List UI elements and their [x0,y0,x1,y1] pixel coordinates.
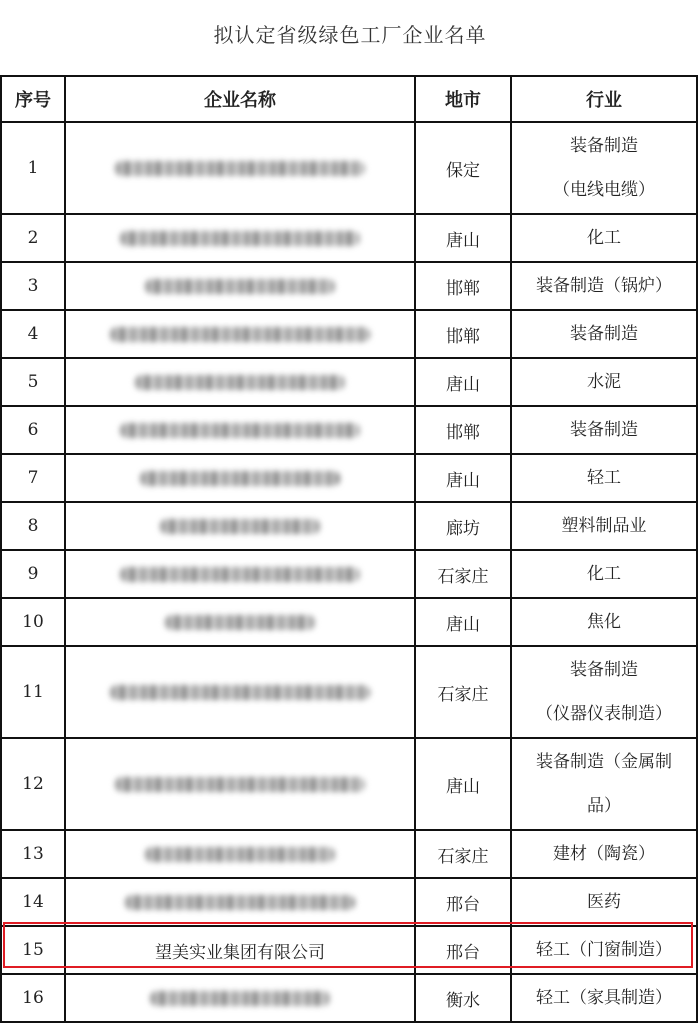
header-company-name: 企业名称 [65,76,415,122]
row-number: 1 [1,122,65,214]
row-number: 16 [1,974,65,1022]
industry [511,878,697,926]
row-number: 12 [1,738,65,830]
industry [511,974,697,1022]
industry [511,310,697,358]
city: 保定 [415,122,511,214]
city: 唐山 [415,598,511,646]
industry-line: 塑料制品业 [561,516,647,536]
row-number: 2 [1,214,65,262]
industry-line: 轻工（家具制造） [536,988,672,1008]
industry-line: 轻工 [587,468,621,488]
city: 石家庄 [415,830,511,878]
company-name-redacted [65,738,415,830]
industry-line: （电线电缆） [553,180,655,200]
table-row [1,646,697,738]
industry-line: 品） [587,796,621,816]
industry-line: 装备制造 [570,420,638,440]
city: 唐山 [415,738,511,830]
company-name-redacted [65,122,415,214]
redacted-name-mosaic [140,471,340,486]
industry-line: 轻工（门窗制造） [536,940,672,960]
row-number: 4 [1,310,65,358]
company-name-redacted [65,550,415,598]
company-name-redacted [65,974,415,1022]
industry-line: 建材（陶瓷） [553,844,655,864]
redacted-name-mosaic [160,519,320,534]
company-name-redacted [65,310,415,358]
table-row [1,406,697,454]
table-row [1,878,697,926]
table-row [1,738,697,830]
redacted-name-mosaic [120,231,360,246]
company-name-redacted [65,214,415,262]
table-row [1,550,697,598]
city: 唐山 [415,214,511,262]
industry [511,926,697,974]
row-number: 11 [1,646,65,738]
industry [511,502,697,550]
row-number: 7 [1,454,65,502]
table-row [1,262,697,310]
industry-line: 化工 [587,228,621,248]
company-name-redacted [65,454,415,502]
industry-line: 装备制造 [570,660,638,680]
company-name: 望美实业集团有限公司 [65,926,415,974]
redacted-name-mosaic [135,375,345,390]
table-row [1,974,697,1022]
redacted-name-mosaic [145,847,335,862]
row-number: 13 [1,830,65,878]
industry [511,830,697,878]
redacted-name-mosaic [120,423,360,438]
redacted-name-mosaic [150,991,330,1006]
industry-line: 焦化 [587,612,621,632]
table-row [1,598,697,646]
company-name-redacted [65,830,415,878]
city: 石家庄 [415,646,511,738]
row-number: 15 [1,926,65,974]
page-title: 拟认定省级绿色工厂企业名单 [213,23,487,47]
row-number: 9 [1,550,65,598]
table-row [1,358,697,406]
row-number: 14 [1,878,65,926]
table-row [1,830,697,878]
row-number: 6 [1,406,65,454]
redacted-name-mosaic [125,895,355,910]
company-list-table [0,75,698,1023]
table-row [1,310,697,358]
city: 唐山 [415,358,511,406]
industry-line: 水泥 [587,372,621,392]
city: 邯郸 [415,406,511,454]
industry [511,262,697,310]
company-name-redacted [65,598,415,646]
city: 邢台 [415,926,511,974]
header-industry: 行业 [511,76,697,122]
city: 廊坊 [415,502,511,550]
row-number: 5 [1,358,65,406]
industry-line: （仪器仪表制造） [536,704,672,724]
redacted-name-mosaic [120,567,360,582]
company-name-redacted [65,878,415,926]
industry [511,214,697,262]
table-row [1,926,697,974]
industry-line: 化工 [587,564,621,584]
row-number: 3 [1,262,65,310]
city: 唐山 [415,454,511,502]
table-row [1,122,697,214]
industry [511,454,697,502]
city: 邯郸 [415,310,511,358]
table-header-row [1,76,697,122]
industry-line: 装备制造（金属制 [536,752,672,772]
industry [511,738,697,830]
city: 邯郸 [415,262,511,310]
header-number: 序号 [1,76,65,122]
company-name-redacted [65,358,415,406]
redacted-name-mosaic [115,777,365,792]
redacted-name-mosaic [165,615,315,630]
city: 石家庄 [415,550,511,598]
table-row [1,454,697,502]
industry [511,122,697,214]
company-name-redacted [65,406,415,454]
industry-line: 装备制造 [570,324,638,344]
city: 邢台 [415,878,511,926]
industry [511,646,697,738]
table-row [1,502,697,550]
industry-line: 装备制造 [570,136,638,156]
redacted-name-mosaic [110,685,370,700]
redacted-name-mosaic [110,327,370,342]
company-name-redacted [65,646,415,738]
industry-line: 医药 [587,892,621,912]
row-number: 8 [1,502,65,550]
row-number: 10 [1,598,65,646]
city: 衡水 [415,974,511,1022]
industry [511,598,697,646]
redacted-name-mosaic [115,161,365,176]
industry-line: 装备制造（锅炉） [536,276,672,296]
header-city: 地市 [415,76,511,122]
company-name-redacted [65,262,415,310]
table-row [1,214,697,262]
industry [511,550,697,598]
redacted-name-mosaic [145,279,335,294]
company-name-redacted [65,502,415,550]
industry [511,406,697,454]
industry [511,358,697,406]
